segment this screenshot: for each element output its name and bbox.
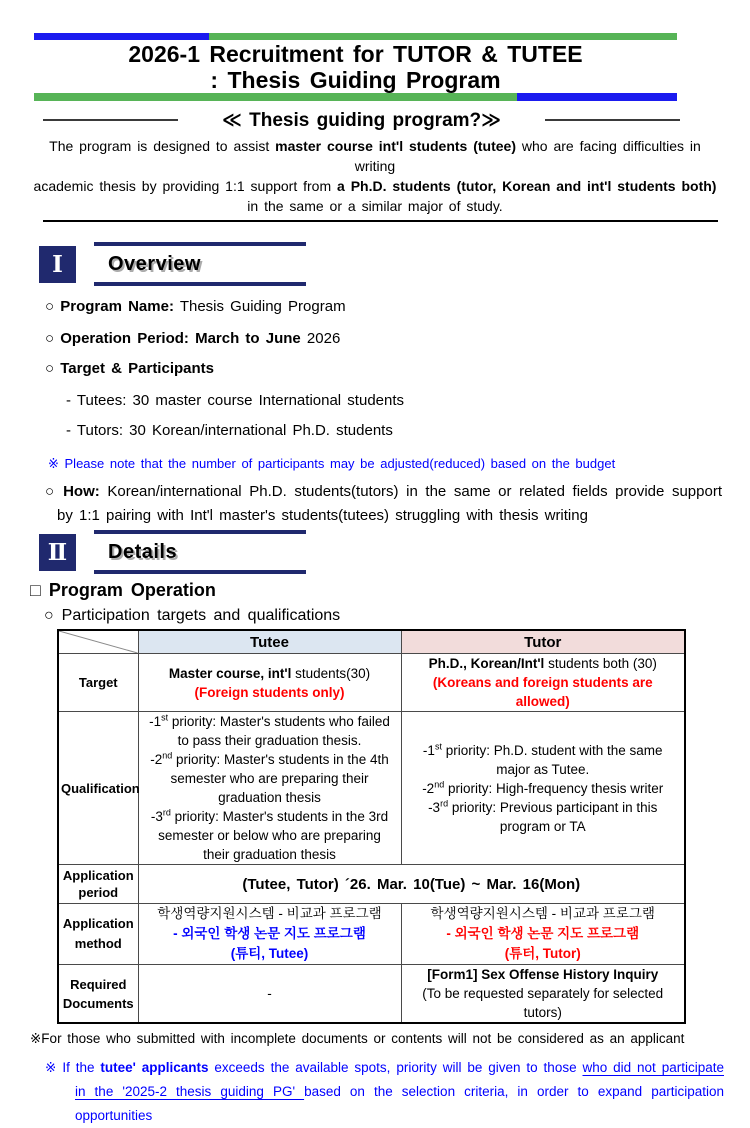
qual-tutor-item-1 [408, 741, 679, 779]
target-tutee-rest: students(30) [291, 665, 371, 681]
program-operation-label: Program Operation [48, 580, 216, 600]
section-title-overview: Overview [108, 252, 201, 275]
how-label: How: [63, 483, 100, 500]
qualification-table [57, 629, 686, 1024]
priority-number: -3 [150, 809, 163, 824]
table-row-required-documents [58, 965, 685, 1024]
method-tutor-system: 학생역량지원시스템 - 비교과 프로그램 [430, 906, 655, 921]
participation-bullet [44, 607, 750, 625]
section-overview-heading [39, 242, 750, 286]
intro-text: who are facing difficulties in writing [354, 138, 701, 174]
method-tutor-keyword: (튜터, Tutor) [504, 946, 581, 961]
qualification-tutor-cell [401, 712, 685, 865]
method-tutor-program: - 외국인 학생 논문 지도 프로그램 [446, 926, 640, 941]
label-line: Application [62, 868, 134, 883]
program-operation-heading [30, 580, 750, 601]
priority-ordinal: st [161, 712, 169, 723]
priority-text: priority: High-frequency thesis writer [444, 780, 664, 796]
subtitle-row [43, 109, 680, 131]
row-label-qualification: Qualification [58, 712, 138, 865]
intro-text: The program is designed to assist [49, 138, 276, 154]
document-page [0, 33, 750, 1123]
method-tutee-system: 학생역량지원시스템 - 비교과 프로그램 [157, 906, 382, 921]
target-tutor-bold: Ph.D., Korean/Int'l [428, 656, 545, 671]
priority-text: priority: Ph.D. student with the same major as Tutee. [441, 742, 663, 777]
target-tutee-line1 [142, 664, 398, 683]
priority-text: priority: Master's students who failed to pass their graduation thesis. [168, 714, 390, 748]
subtitle-right-line [545, 119, 680, 121]
qual-tutee-item-1 [145, 712, 395, 750]
footnote-text: based on the selection criteria, in order to expand participation opportunities [75, 1084, 724, 1123]
priority-text: priority: Previous participant in this program or TA [448, 799, 658, 834]
footnote-bold: tutee' applicants [100, 1060, 209, 1075]
top-bar-green-segment [209, 33, 677, 40]
bullet-program-name [45, 298, 722, 316]
intro-line-2 [30, 176, 720, 196]
table-row-qualification [58, 712, 685, 865]
method-tutee-program: - 외국인 학생 논문 지도 프로그램 [173, 926, 366, 941]
intro-bold-tutor: a Ph.D. students (tutor, Korean and int'l students both) [337, 178, 717, 194]
priority-text: priority: Master's students in the 4th semester who are preparing their graduation thesis [170, 752, 389, 805]
table-row-application-period [58, 865, 685, 904]
footnote-incomplete-docs: ※For those who submitted with incomplete documents or contents will not be considered as an applicant [30, 1031, 685, 1046]
label-line: Application [62, 916, 134, 931]
priority-number: -1 [149, 714, 162, 729]
intro-divider-rule [43, 220, 718, 222]
priority-text: priority: Master's students in the 3rd semester or below who are preparing their graduation thesis [158, 809, 389, 862]
application-period-value: (Tutee, Tutor) ´26. Mar. 10(Tue) ~ Mar. 16(Mon) [138, 865, 685, 904]
required-docs-tutor-cell [401, 965, 685, 1024]
table-row-target [58, 654, 685, 712]
how-text: Korean/international Ph.D. students(tutors) in the same or related fields provide support by 1:1 pairing with Int'l master's students(tutees) struggling with thesis writing [57, 483, 722, 524]
program-name-value: Thesis Guiding Program [173, 298, 346, 315]
bottom-bar-blue-segment [517, 93, 677, 101]
priority-number: -1 [422, 742, 435, 758]
qualification-tutee-cell [138, 712, 401, 865]
circle-bullet-icon: ○ [45, 360, 61, 377]
bullet-target-participants [45, 360, 722, 378]
target-tutor-line1 [405, 654, 682, 673]
table-row-application-method [58, 904, 685, 965]
sub-item-tutors: - Tutors: 30 Korean/international Ph.D. students [66, 422, 393, 439]
target-tutee-note: (Foreign students only) [194, 684, 345, 700]
priority-ordinal: st [434, 741, 442, 751]
table-corner-cell [58, 630, 138, 654]
program-subtitle: ≪ Thesis guiding program?≫ [221, 109, 502, 131]
section-title-lines [94, 242, 306, 286]
page-title [34, 40, 677, 93]
label-line: Documents [62, 995, 134, 1011]
intro-paragraph [30, 136, 720, 216]
target-tutor-cell [401, 654, 685, 712]
participation-label: Participation targets and qualifications [61, 607, 341, 624]
footnote-text: ※ If the [45, 1060, 101, 1075]
intro-text: academic thesis by providing 1:1 support from [33, 178, 338, 194]
header-top-bar [34, 33, 677, 40]
sub-item-tutees: - Tutees: 30 master course International students [66, 392, 405, 409]
header-bottom-bar [34, 93, 677, 101]
subtitle-left-line [43, 119, 178, 121]
method-tutee-cell [138, 904, 401, 965]
priority-number: -2 [150, 752, 163, 767]
section-title-lines [94, 530, 306, 574]
intro-line-1 [30, 136, 720, 176]
label-line: period [78, 885, 119, 900]
target-tutor-note: (Koreans and foreign students are allowed) [432, 675, 653, 709]
roman-numeral-box-2: Ⅱ [39, 534, 76, 571]
priority-ordinal: rd [440, 798, 449, 808]
page-title-line2: : Thesis Guiding Program [210, 67, 501, 93]
required-docs-form: [Form1] Sex Offense History Inquiry [427, 967, 659, 982]
circle-bullet-icon: ○ [44, 607, 54, 624]
required-docs-note: (To be requested separately for selected tutors) [422, 986, 664, 1020]
label-line: method [74, 936, 122, 951]
method-tutor-cell [401, 904, 685, 965]
priority-ordinal: nd [434, 779, 445, 789]
square-bullet-icon: □ [30, 580, 41, 600]
bullet-how [45, 480, 722, 528]
row-label-application-method [58, 904, 138, 965]
footnote-text: exceeds the available spots, priority will be given to those [208, 1060, 583, 1075]
circle-bullet-icon: ○ [45, 330, 61, 347]
target-participants-label: Target & Participants [60, 360, 214, 377]
bullet-operation-period [45, 330, 722, 348]
circle-bullet-icon: ○ [45, 483, 64, 500]
table-header-tutor: Tutor [401, 630, 685, 654]
row-label-target: Target [58, 654, 138, 712]
section-details-heading [39, 530, 750, 574]
budget-note: ※ Please note that the number of participants may be adjusted(reduced) based on the budget [48, 456, 616, 471]
qual-tutee-item-3 [145, 807, 395, 864]
target-tutor-rest: students both (30) [544, 656, 657, 671]
program-name-label: Program Name: [60, 298, 174, 315]
page-title-line1: 2026-1 Recruitment for TUTOR & TUTEE [128, 41, 583, 67]
qual-tutee-item-2 [145, 750, 395, 807]
method-tutee-keyword: (튜티, Tutee) [230, 946, 309, 961]
target-tutee-cell [138, 654, 401, 712]
row-label-required-documents [58, 965, 138, 1024]
priority-ordinal: rd [162, 807, 171, 818]
qual-tutor-item-2 [408, 779, 679, 798]
footnote-underlined: who did not participate in the '2025-2 thesis guiding PG' [75, 1060, 724, 1099]
circle-bullet-icon: ○ [45, 298, 61, 315]
label-line: Required [70, 976, 127, 992]
required-docs-tutee-cell: - [138, 965, 401, 1024]
operation-period-label: Operation Period: March to June [60, 330, 301, 347]
section-title-details: Details [108, 540, 178, 563]
qual-tutor-item-3 [408, 798, 679, 836]
operation-period-value: 2026 [300, 330, 341, 347]
diagonal-line-icon [59, 631, 138, 653]
table-header-row [58, 630, 685, 654]
intro-bold-tutee: master course int'l students (tutee) [275, 138, 516, 154]
table-header-tutee: Tutee [138, 630, 401, 654]
top-bar-blue-segment [34, 33, 209, 40]
target-tutee-bold: Master course, int'l [168, 665, 292, 681]
priority-number: -2 [422, 780, 435, 796]
priority-number: -3 [428, 799, 441, 815]
bottom-bar-green-segment [34, 93, 517, 101]
priority-ordinal: nd [162, 750, 173, 761]
intro-line-3: in the same or a similar major of study. [247, 198, 503, 214]
row-label-application-period [58, 865, 138, 904]
roman-numeral-box-1: Ⅰ [39, 246, 76, 283]
footnote-priority-rule [45, 1056, 724, 1128]
